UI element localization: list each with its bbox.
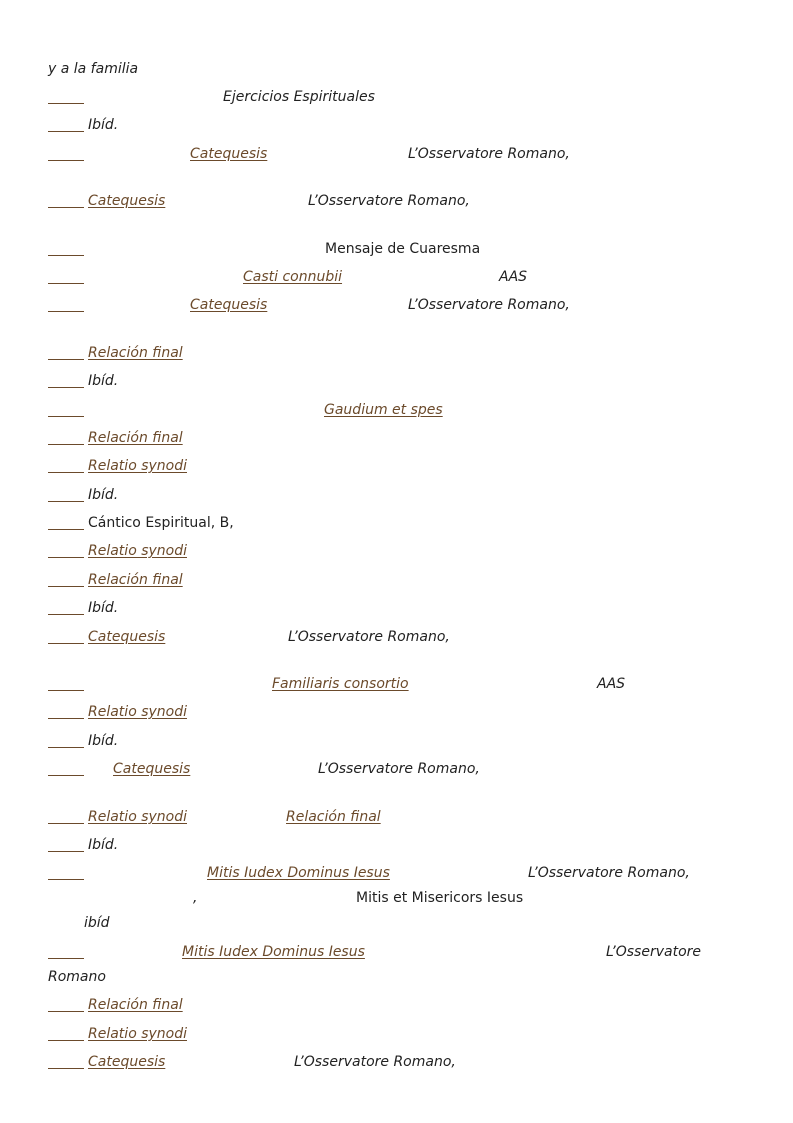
reference-text: Ibíd. <box>88 117 119 133</box>
footnote-marker <box>48 747 84 748</box>
reference-link[interactable]: Relación final <box>286 809 381 825</box>
footnote-marker <box>48 643 84 644</box>
reference-link[interactable]: Catequesis <box>190 146 268 162</box>
footnote-marker <box>48 1011 84 1012</box>
reference-text: Ibíd. <box>88 837 119 853</box>
footnote-marker <box>48 131 84 132</box>
reference-text: Ibíd. <box>88 373 119 389</box>
reference-text: L’Osservatore Romano, <box>408 297 570 313</box>
reference-link[interactable]: Relación final <box>88 345 183 361</box>
footnote-marker <box>48 311 84 312</box>
footnote-marker <box>48 1040 84 1041</box>
reference-text: Mensaje de Cuaresma <box>325 241 481 257</box>
reference-link[interactable]: Relación final <box>88 997 183 1013</box>
reference-text: L’Osservatore Romano, <box>294 1054 456 1070</box>
reference-link[interactable]: Relatio synodi <box>88 704 187 720</box>
footnote-marker <box>48 718 84 719</box>
reference-link[interactable]: Relación final <box>88 572 183 588</box>
reference-text: AAS <box>597 676 626 692</box>
reference-link[interactable]: Catequesis <box>88 1054 166 1070</box>
reference-link[interactable]: Catequesis <box>190 297 268 313</box>
footnote-marker <box>48 207 84 208</box>
footnote-marker <box>48 823 84 824</box>
footnote-marker <box>48 958 84 959</box>
footnote-marker <box>48 160 84 161</box>
footnote-marker <box>48 359 84 360</box>
reference-link[interactable]: Mitis Iudex Dominus Iesus <box>182 944 365 960</box>
reference-text: Ejercicios Espirituales <box>223 89 375 105</box>
reference-text: L’Osservatore Romano, <box>308 193 470 209</box>
reference-text: Ibíd. <box>88 487 119 503</box>
reference-text: L’Osservatore <box>606 944 701 960</box>
reference-link[interactable]: Catequesis <box>88 629 166 645</box>
footnote-marker <box>48 255 84 256</box>
reference-link[interactable]: Gaudium et spes <box>324 402 443 418</box>
reference-link[interactable]: Casti connubii <box>243 269 343 285</box>
reference-link[interactable]: Relatio synodi <box>88 543 187 559</box>
reference-text: , <box>193 890 198 906</box>
footnote-marker <box>48 614 84 615</box>
footnote-marker <box>48 444 84 445</box>
reference-text: L’Osservatore Romano, <box>528 865 690 881</box>
reference-link[interactable]: Relación final <box>88 430 183 446</box>
reference-link[interactable]: Mitis Iudex Dominus Iesus <box>207 865 390 881</box>
reference-text: AAS <box>499 269 528 285</box>
footnote-marker <box>48 775 84 776</box>
reference-link[interactable]: Relatio synodi <box>88 458 187 474</box>
reference-text: Ibíd. <box>88 600 119 616</box>
reference-text: Cántico Espiritual, B, <box>88 515 234 531</box>
reference-link[interactable]: Relatio synodi <box>88 809 187 825</box>
reference-text: ibíd <box>84 915 110 931</box>
footnote-marker <box>48 879 84 880</box>
footnote-marker <box>48 387 84 388</box>
footnote-marker <box>48 103 84 104</box>
reference-link[interactable]: Relatio synodi <box>88 1026 187 1042</box>
reference-link[interactable]: Catequesis <box>113 761 191 777</box>
reference-link[interactable]: Catequesis <box>88 193 166 209</box>
reference-link[interactable]: Familiaris consortio <box>272 676 409 692</box>
footnote-marker <box>48 557 84 558</box>
reference-text: Romano <box>48 969 106 985</box>
footnote-marker <box>48 586 84 587</box>
reference-text: L’Osservatore Romano, <box>408 146 570 162</box>
reference-text: Ibíd. <box>88 733 119 749</box>
reference-text: L’Osservatore Romano, <box>318 761 480 777</box>
footnote-marker <box>48 283 84 284</box>
footnote-marker <box>48 501 84 502</box>
footnote-marker <box>48 529 84 530</box>
reference-text: y a la familia <box>48 61 139 77</box>
footnote-marker <box>48 1068 84 1069</box>
reference-text: Mitis et Misericors Iesus <box>356 890 524 906</box>
reference-text: L’Osservatore Romano, <box>288 629 450 645</box>
footnote-marker <box>48 416 84 417</box>
footnote-marker <box>48 472 84 473</box>
footnote-marker <box>48 851 84 852</box>
footnote-marker <box>48 690 84 691</box>
